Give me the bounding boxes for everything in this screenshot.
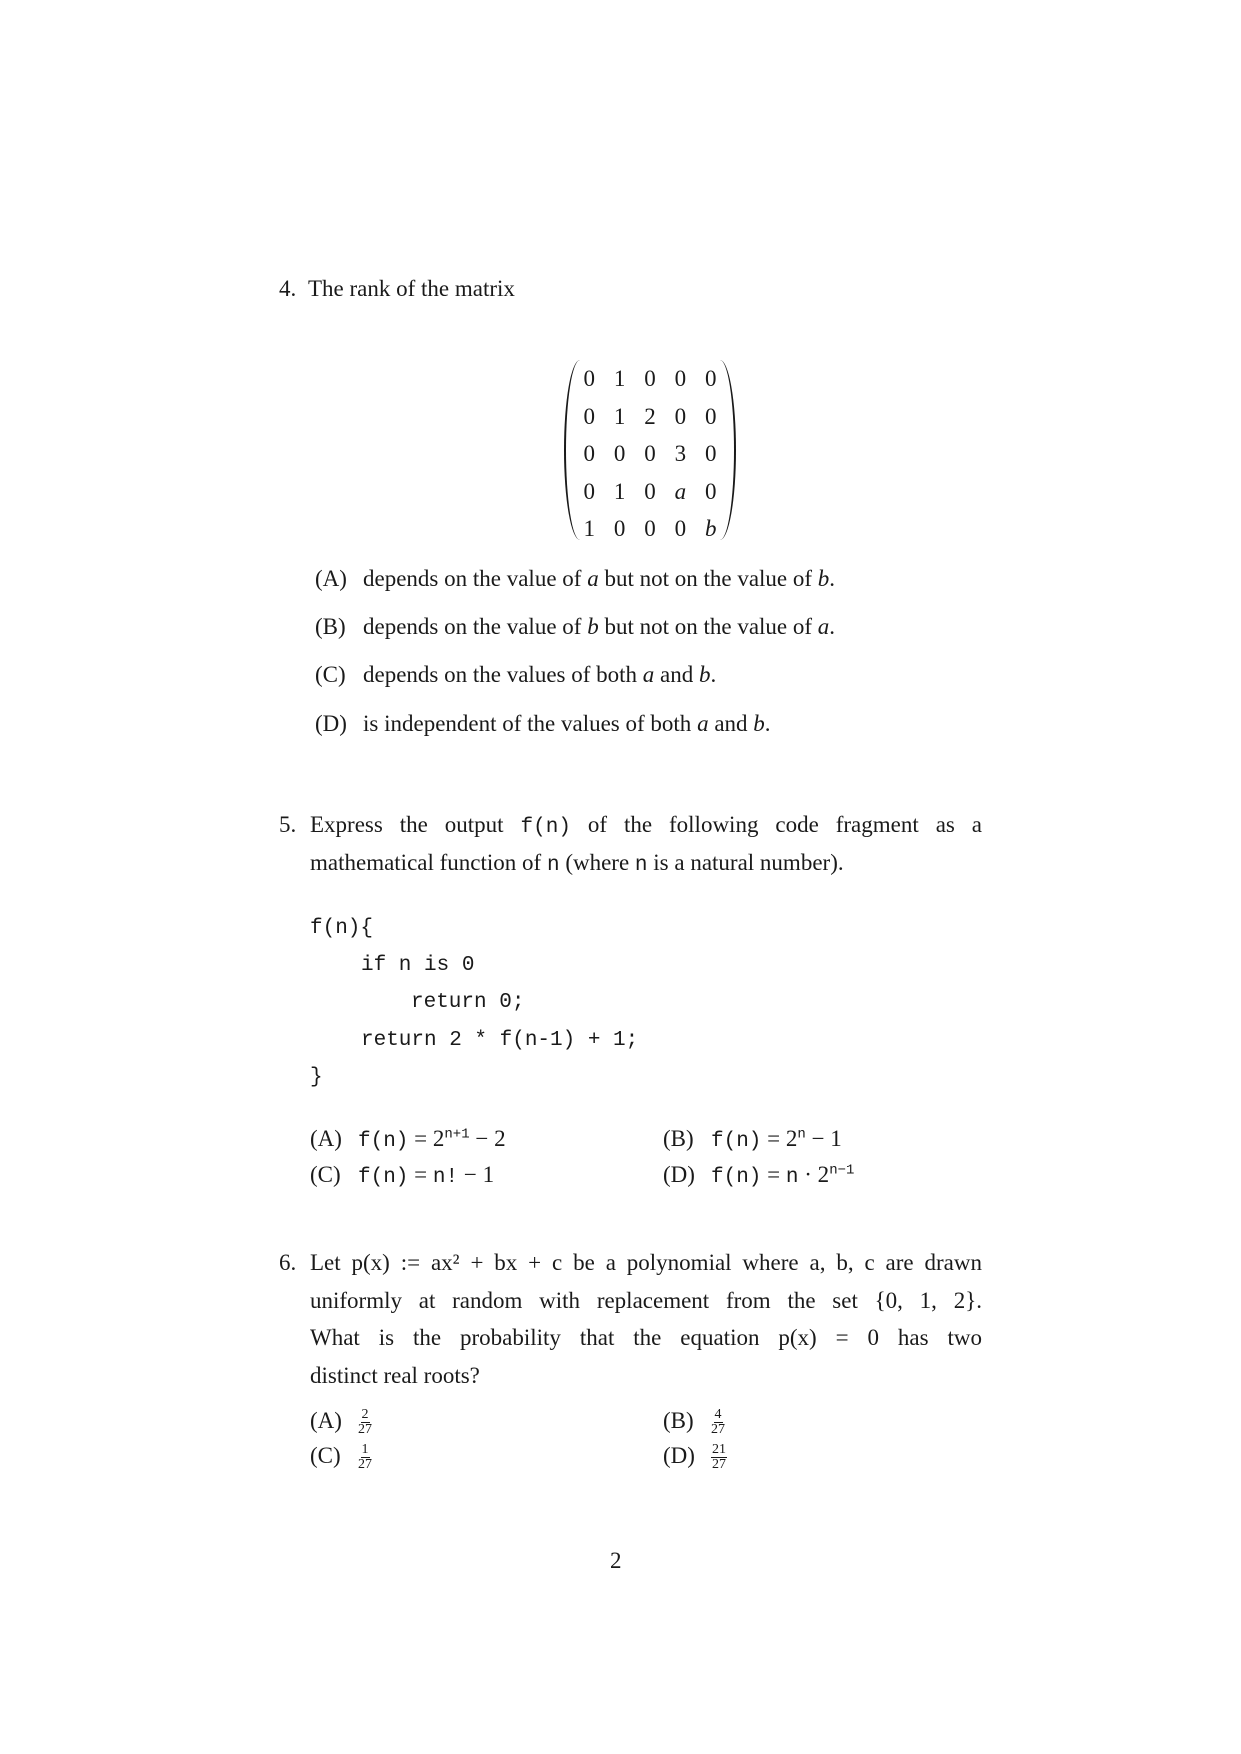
inline-code: f(n) — [358, 1130, 409, 1153]
variable: b — [817, 566, 830, 591]
exponent: n+1 — [444, 1126, 470, 1143]
option-label: (D) — [315, 711, 347, 736]
inline-code: f(n) — [358, 1166, 409, 1189]
matrix — [564, 360, 736, 540]
option-text: − 1 — [458, 1162, 495, 1187]
matrix-cell: 1 — [613, 366, 626, 391]
option-label: (C) — [315, 662, 346, 687]
option-c — [315, 662, 716, 688]
option-label: (D) — [663, 1162, 695, 1187]
matrix-cell: b — [705, 516, 717, 542]
matrix-cell: 1 — [613, 478, 626, 504]
fraction — [711, 1408, 725, 1437]
variable: a — [587, 566, 599, 591]
inline-code: n — [634, 854, 648, 877]
inline-code: n! — [432, 1166, 459, 1189]
matrix-cell: 0 — [705, 478, 717, 504]
stem-text: (where — [559, 850, 635, 875]
matrix-cell: 1 — [613, 403, 626, 429]
option-b — [315, 614, 835, 640]
option-b — [663, 1126, 842, 1153]
option-label: (B) — [315, 614, 346, 639]
option-text: but not on the value of — [598, 614, 818, 639]
matrix-cell: a — [674, 478, 687, 504]
question-number: 5. — [279, 812, 297, 837]
question-number: 6. — [279, 1250, 297, 1275]
variable: b — [699, 662, 711, 687]
option-text: − 2 — [469, 1126, 506, 1151]
matrix-cell: 0 — [644, 366, 656, 391]
page-number: 2 — [610, 1548, 622, 1573]
inline-code: n — [785, 1166, 799, 1189]
option-text: = — [408, 1162, 433, 1187]
option-text: · 2 — [798, 1162, 830, 1187]
inline-code: f(n) — [711, 1166, 762, 1189]
matrix-cell: 0 — [644, 516, 656, 542]
matrix-cell: 0 — [583, 441, 595, 467]
denominator: 27 — [358, 1457, 372, 1473]
variable: a — [642, 662, 655, 687]
matrix-cell: 2 — [644, 403, 656, 429]
stem-text: Express the output — [310, 812, 521, 837]
inline-code: f(n) — [520, 816, 571, 839]
stem-text: is a natural number). — [647, 850, 844, 875]
option-text: . — [829, 614, 836, 639]
question-stem: The rank of the matrix — [308, 276, 515, 301]
fraction — [358, 1443, 372, 1472]
matrix-grid — [574, 360, 726, 548]
matrix-cell: 3 — [674, 441, 687, 467]
option-d — [663, 1443, 727, 1472]
denominator: 27 — [712, 1457, 726, 1473]
option-label: (C) — [310, 1443, 341, 1468]
option-label: (A) — [315, 566, 347, 591]
option-text: is independent of the values of both — [363, 711, 698, 736]
stem-text: mathematical function of — [310, 850, 547, 875]
question-number: 4. — [279, 276, 297, 301]
option-text: depends on the value of — [363, 614, 588, 639]
option-text: . — [710, 662, 717, 687]
matrix-cell: 0 — [644, 478, 656, 504]
denominator: 27 — [358, 1422, 372, 1438]
option-label: (B) — [663, 1126, 694, 1151]
option-text: depends on the value of — [363, 566, 588, 591]
question-stem-line-3: What is the probability that the equation p(x) = 0 has two — [310, 1325, 982, 1350]
inline-code: f(n) — [711, 1130, 762, 1153]
option-text: and — [654, 662, 699, 687]
code-line: } — [310, 1066, 323, 1089]
option-text: but not on the value of — [598, 566, 818, 591]
option-a — [315, 566, 835, 592]
option-label: (A) — [310, 1126, 342, 1151]
question-stem-line-4: distinct real roots? — [310, 1363, 480, 1388]
question-stem-line-2 — [310, 850, 844, 877]
option-text: and — [708, 711, 754, 736]
denominator: 27 — [711, 1422, 725, 1438]
option-d — [663, 1162, 854, 1189]
matrix-cell: 0 — [705, 441, 717, 467]
option-label: (B) — [663, 1408, 694, 1433]
variable: b — [753, 711, 765, 736]
right-parenthesis — [720, 360, 736, 540]
matrix-cell: 0 — [583, 366, 595, 391]
option-d — [315, 711, 771, 737]
option-c — [310, 1443, 372, 1472]
option-label: (A) — [310, 1408, 342, 1433]
exponent: n−1 — [829, 1162, 855, 1179]
option-text: − 1 — [805, 1126, 842, 1151]
matrix-cell: 0 — [644, 441, 656, 467]
option-text: depends on the values of both — [363, 662, 643, 687]
code-line: if n is 0 — [361, 954, 475, 977]
option-text: . — [829, 566, 836, 591]
stem-text: of the following code fragment as a — [570, 812, 982, 837]
code-line: return 0; — [411, 991, 525, 1014]
option-text: . — [764, 711, 771, 736]
fraction — [711, 1443, 727, 1472]
matrix-cell: 0 — [674, 403, 687, 429]
question-stem-line-1: Let p(x) := ax² + bx + c be a polynomial where a, b, c are drawn — [310, 1250, 982, 1275]
numerator: 4 — [714, 1407, 722, 1423]
matrix-cell: 0 — [674, 516, 687, 542]
question-stem-line-1 — [310, 812, 982, 839]
option-label: (C) — [310, 1162, 341, 1187]
variable: a — [817, 614, 830, 639]
matrix-cell: 0 — [674, 366, 687, 391]
inline-code: n — [546, 854, 560, 877]
option-label: (D) — [663, 1443, 695, 1468]
fraction — [358, 1408, 372, 1437]
numerator: 2 — [361, 1407, 369, 1423]
variable: b — [587, 614, 599, 639]
option-text: = — [761, 1162, 786, 1187]
variable: a — [697, 711, 709, 736]
option-a — [310, 1126, 506, 1153]
matrix-cell: 0 — [583, 403, 595, 429]
option-b — [663, 1408, 725, 1437]
matrix-cell: 0 — [613, 441, 626, 467]
matrix-cell: 0 — [705, 366, 717, 391]
matrix-cell: 1 — [583, 516, 595, 542]
matrix-cell: 0 — [583, 478, 595, 504]
code-line: return 2 * f(n-1) + 1; — [361, 1029, 639, 1052]
question-stem-line-2: uniformly at random with replacement from the set {0, 1, 2}. — [310, 1288, 982, 1313]
exponent: n — [797, 1126, 806, 1143]
code-line: f(n){ — [310, 917, 374, 940]
option-text: = 2 — [761, 1126, 798, 1151]
matrix-cell: 0 — [613, 516, 626, 542]
option-a — [310, 1408, 372, 1437]
matrix-cell: 0 — [705, 403, 717, 429]
option-text: = 2 — [408, 1126, 445, 1151]
option-c — [310, 1162, 494, 1189]
numerator: 21 — [712, 1442, 726, 1458]
numerator: 1 — [361, 1442, 369, 1458]
